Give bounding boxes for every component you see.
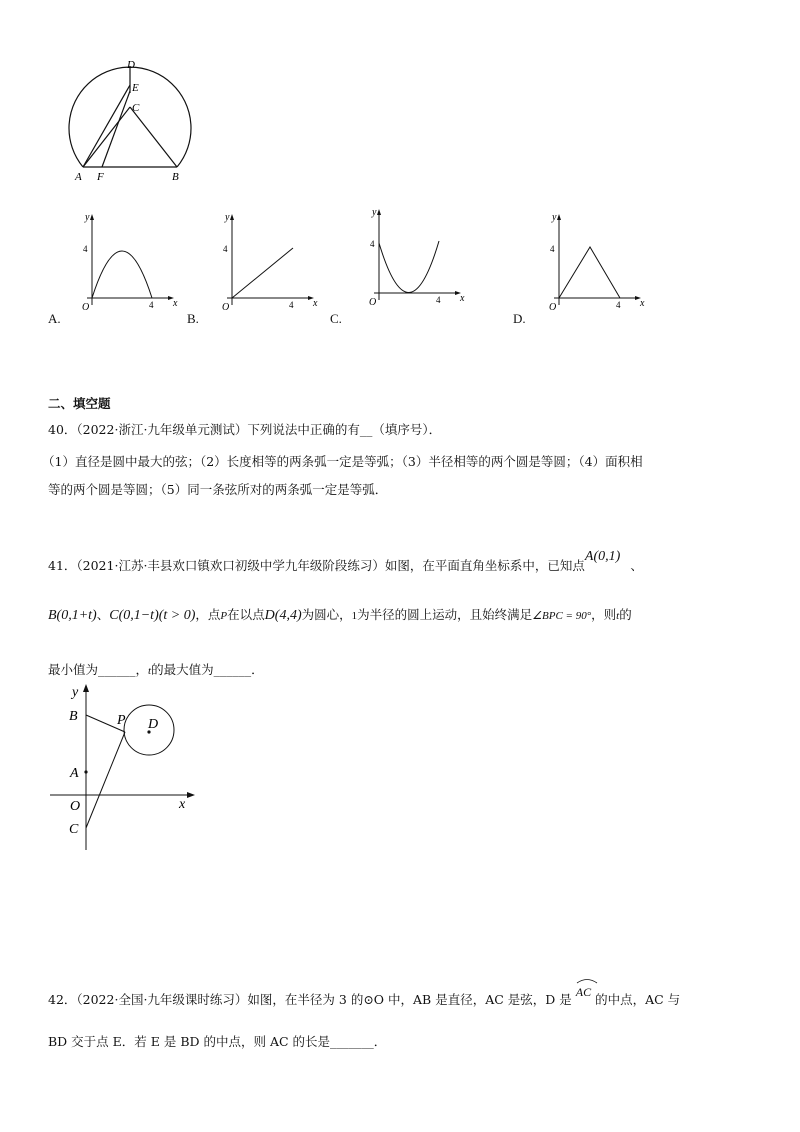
q42-arc-label: AC [575,985,592,999]
q41-t6: 的 [619,607,632,622]
q40-line1: 40．（2022·浙江·九年级单元测试）下列说法中正确的有__（填序号）． [48,422,442,437]
x-arrow [187,792,195,798]
triangle-line [559,247,620,298]
y-arrow [90,214,94,220]
q41-figure [45,680,205,855]
parabola-down [92,251,152,298]
q42-line1-text: 42．（2022·全国·九年级课时练习）如图，在半径为 3 的⊙O 中，AB 是直径，AC 是弦，D 是 [48,992,572,1007]
tick-y-4: 4 [223,244,228,254]
q40-line3: 等的两个圆是等圆；（5）同一条弦所对的两条弧一定是等弧． [48,482,388,497]
y-arrow [557,214,561,220]
q41-line3 [48,660,264,681]
tick-x-4: 4 [616,300,621,310]
option-a-label[interactable]: A. [48,311,61,326]
q41-var-p: P [220,610,228,622]
point-a-dot [84,770,87,773]
parabola-up [379,241,439,293]
label-b: B [69,709,78,724]
label-d: D [148,717,159,732]
origin-label: O [369,297,377,308]
option-d-graph [542,210,652,320]
label-d: D [127,59,135,71]
q41-t4: 为半径的圆上运动，且始终满足 [357,607,533,622]
tick-x-4: 4 [289,300,294,310]
segment-a-c [83,107,130,167]
q40-line2: （1）直径是圆中最大的弦；（2）长度相等的两条弧一定是等弧；（3）半径相等的两个圆是等圆；（4）面积相 [42,454,643,469]
label-o: O [70,799,81,814]
q41-point-b: B(0,1+t) [48,608,97,623]
label-f: F [97,171,104,183]
q41-max-blank: 的最大值为______． [151,662,264,677]
q41-var-t: t [616,610,620,622]
x-label: x [173,298,178,309]
q41-line2 [48,605,632,626]
q41-t5: ，则 [591,607,617,622]
q41-min-blank: 最小值为______， [48,662,149,677]
q41-var-t2: t [148,665,152,677]
y-label: y [372,207,377,218]
q42-line1 [48,985,681,1010]
q41-point-d: D(4,4) [264,608,302,623]
label-e: E [132,82,139,94]
straight-line [232,248,293,298]
label-c: C [69,822,79,837]
label-x: x [179,797,186,812]
q41-t1: ，点 [195,607,221,622]
segment-f-e [102,91,130,167]
q42-arc [576,982,591,1002]
q41-point-c: C(0,1−t)(t > 0) [109,608,196,623]
q41-t3: 为圆心， [301,607,352,622]
tick-y-4: 4 [550,244,555,254]
y-label: y [552,212,557,223]
origin-label: O [549,302,557,313]
tick-y-4: 4 [83,244,88,254]
figure-circle-chords [60,55,210,185]
option-c-graph [362,205,472,315]
option-b-graph [215,210,325,320]
label-b: B [172,171,179,183]
q41-t2: 在以点 [227,607,265,622]
q41-line1-end: 、 [630,558,643,573]
section-title: 二、填空题 [48,396,111,411]
origin-label: O [82,302,90,313]
q41-line1-text: 41．（2021·江苏·丰县欢口镇欢口初级中学九年级阶段练习）如图，在平面直角坐标系中，已知点 [48,558,585,573]
origin-label: O [222,302,230,313]
q41-angle: ∠BPC = 90° [532,610,592,622]
y-label: y [85,212,90,223]
x-label: x [640,298,645,309]
label-a: A [70,766,79,781]
segment-c-p [86,732,125,828]
x-label: x [460,293,465,304]
tick-y-4: 4 [370,239,375,249]
tick-x-4: 4 [149,300,154,310]
y-arrow [83,684,89,692]
option-a-graph [75,210,185,320]
q41-radius: 1 [351,610,358,622]
q42-line1-end: 的中点，AC 与 [595,992,681,1007]
tick-x-4: 4 [436,295,441,305]
y-arrow [230,214,234,220]
option-c-label[interactable]: C. [330,311,342,326]
q42-line2: BD 交于点 E．若 E 是 BD 的中点，则 AC 的长是_______． [48,1034,387,1049]
x-label: x [313,298,318,309]
y-arrow [377,209,381,215]
label-a: A [75,171,82,183]
option-d-label[interactable]: D. [513,311,526,326]
q41-line1 [48,549,643,577]
segment-c-b [130,107,177,167]
q41-point-a: A(0,1) [584,549,621,564]
label-y: y [72,685,79,700]
label-p: P [117,713,126,728]
y-label: y [225,212,230,223]
option-b-label[interactable]: B. [187,311,199,326]
label-c: C [132,102,140,114]
q41-sep: 、 [96,607,110,622]
arc-mark-icon [576,978,598,984]
